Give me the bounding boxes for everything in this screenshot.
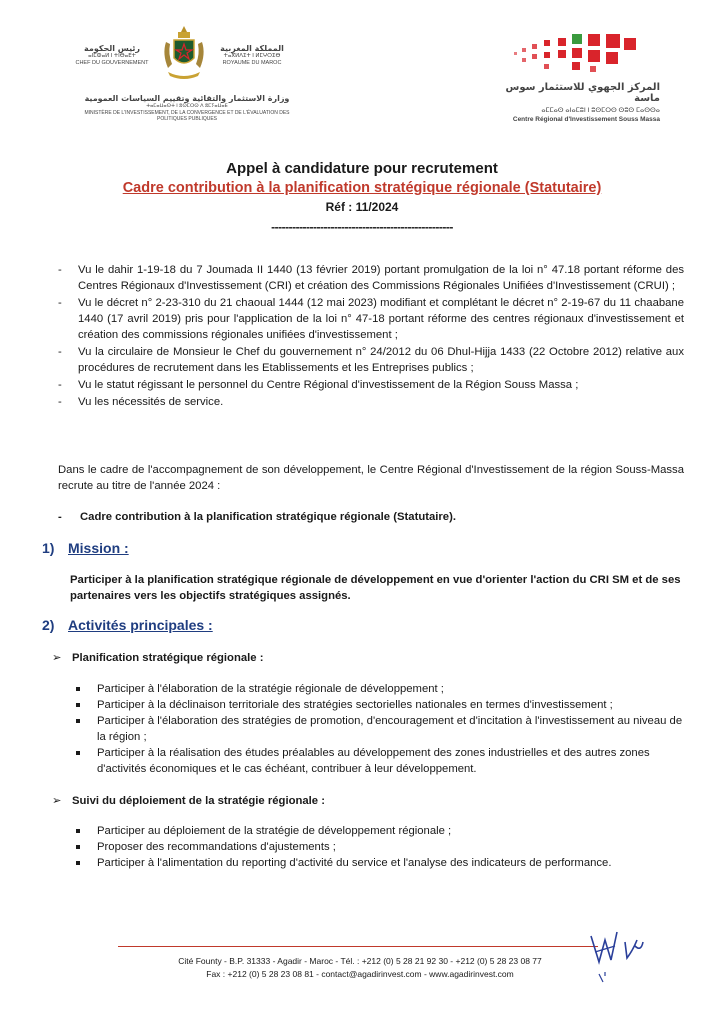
- position-title: Cadre contribution à la planification stratégique régionale (Statutaire): [122, 180, 602, 196]
- footer-address: Cité Founty - B.P. 31333 - Agadir - Maroc - Tél. : +212 (0) 5 28 21 92 30 - +212 (0) 5 28 23 08 77: [178, 956, 542, 966]
- subheading-label: Suivi du déploiement de la stratégie régionale :: [72, 795, 325, 807]
- list-item: [58, 344, 684, 376]
- square-bullet-icon: [76, 751, 80, 755]
- kingdom-french: ROYAUME DU MAROC: [222, 60, 282, 66]
- list-item: [76, 697, 686, 713]
- list-dash: -: [58, 511, 62, 523]
- head-of-government-french: CHEF DU GOUVERNEMENT: [75, 60, 149, 66]
- list-item-text: Vu les nécessités de service.: [78, 396, 224, 408]
- list-item-text: Proposer des recommandations d'ajustements ;: [97, 841, 336, 853]
- section-number: 2): [42, 617, 55, 633]
- list-item: [58, 377, 684, 393]
- cri-arabic: المركز الجهوي للاستثمار سوس ماسة: [505, 82, 660, 104]
- legal-basis-list: [58, 262, 684, 411]
- arrow-bullet-icon: ➢: [52, 795, 62, 807]
- list-item: [58, 295, 684, 343]
- section-label: Mission :: [68, 540, 129, 556]
- ministry-tifinagh: ⵜⴰⵎⴰⵡⴰⵙⵜ ⵏ ⵓⵙⵎⵔⵙ ⴷ ⵓⵎⵢⴰⵡⴰⴹ: [146, 103, 228, 109]
- list-item-text: Participer à l'élaboration des stratégies de promotion, d'encouragement et d'incitation à l'investissement au niveau de la région ;: [97, 715, 683, 743]
- head-of-government-arabic: رئيس الحكومة: [84, 44, 140, 53]
- list-item: [76, 823, 686, 839]
- cri-souss-massa-logo-icon: [510, 30, 640, 80]
- deployment-activities-list: [76, 823, 686, 871]
- list-item-text: Participer au déploiement de la stratégie de développement régionale ;: [97, 825, 452, 837]
- kingdom-tifinagh: ⵜⴰⴳⵍⴷⵉⵜ ⵏ ⵍⵎⵖⵔⵉⴱ: [223, 53, 281, 59]
- list-item-text: Participer à la réalisation des études préalables au développement des zones industrielles et des autres zones d'activités économiques et le cas échéant, contribuer à leur développement.: [97, 747, 650, 775]
- arrow-bullet-icon: ➢: [52, 652, 62, 664]
- list-item: [76, 713, 686, 745]
- square-bullet-icon: [76, 861, 80, 865]
- list-dash: -: [58, 264, 62, 276]
- footer-divider: [118, 946, 598, 947]
- subheading-planning: [52, 651, 263, 664]
- section-label: Activités principales :: [68, 617, 213, 633]
- list-dash: -: [58, 346, 62, 358]
- position-line: [58, 511, 684, 523]
- list-item-text: Participer à l'alimentation du reporting d'activité du service et l'analyse des indicateurs de performance.: [97, 857, 612, 869]
- cri-label: [480, 82, 660, 123]
- section-heading-activities: [42, 617, 213, 633]
- cri-header: [480, 30, 660, 130]
- ministry-label: [72, 94, 302, 123]
- list-dash: -: [58, 297, 62, 309]
- head-of-government-label: [72, 44, 152, 67]
- ministry-french: MINISTÈRE DE L'INVESTISSEMENT, DE LA CONVERGENCE ET DE L'ÉVALUATION DES POLITIQUES PUBLIQUES: [84, 109, 290, 122]
- list-item: [76, 839, 686, 855]
- list-item-text: Participer à la déclinaison territoriale des stratégies sectorielles nationales en termes d'investissement ;: [97, 699, 613, 711]
- planning-activities-list: [76, 681, 686, 777]
- royal-coat-of-arms-icon: [160, 24, 208, 84]
- square-bullet-icon: [76, 703, 80, 707]
- square-bullet-icon: [76, 687, 80, 691]
- kingdom-label: [212, 44, 292, 67]
- square-bullet-icon: [76, 719, 80, 723]
- list-item: [76, 855, 686, 871]
- kingdom-arabic: المملكة المغربية: [220, 44, 284, 53]
- intro-paragraph: Dans le cadre de l'accompagnement de son développement, le Centre Régional d'Investissement de la région Souss-Massa recrute au titre de l'année 2024 :: [58, 464, 684, 492]
- mission-text: Participer à la planification stratégique régionale de développement en vue d'orienter l'action du CRI SM et de ses partenaires vers les objectifs stratégiques assignés.: [70, 574, 681, 602]
- list-dash: -: [58, 396, 62, 408]
- square-bullet-icon: [76, 829, 80, 833]
- section-number: 1): [42, 540, 55, 556]
- ministry-arabic: وزارة الاستثمار والتقائية وتقييم السياسات العمومية: [84, 94, 290, 103]
- document-title: Appel à candidature pour recrutement: [226, 160, 498, 177]
- square-bullet-icon: [76, 845, 80, 849]
- section-heading-mission: [42, 540, 129, 556]
- list-item-text: Vu la circulaire de Monsieur le Chef du gouvernement n° 24/2012 du 06 Dhul-Hijja 1433 (22 Octobre 2012) relative aux procédures de recrutement dans les Etablissements et les Entreprises publics ;: [78, 346, 684, 374]
- subheading-deployment: [52, 794, 325, 807]
- list-item-text: Vu le décret n° 2-23-310 du 21 chaoual 1444 (12 mai 2023) modifiant et complétant le décret n° 2-19-67 du 11 chaabane 1440 (17 avril 2019) pris pour l'application de la loi n° 47-18 portant réforme des centres régionaux d'investissement et création des commissions régionales unifiées d'investissement ;: [78, 297, 684, 341]
- subheading-label: Planification stratégique régionale :: [72, 652, 264, 664]
- list-item-text: Vu le statut régissant le personnel du Centre Régional d'investissement de la Région Souss Massa ;: [78, 379, 579, 391]
- footer-contact: Fax : +212 (0) 5 28 23 08 81 - contact@agadirinvest.com - www.agadirinvest.com: [206, 969, 514, 979]
- list-item-text: Participer à l'élaboration de la stratégie régionale de développement ;: [97, 683, 444, 695]
- list-item: [58, 394, 684, 410]
- head-of-government-tifinagh: ⴰⵏⵎⵀⴰⵍ ⵏ ⵜⵏⴱⴰⴹⵜ: [88, 53, 136, 59]
- position-line-text: Cadre contribution à la planification stratégique régionale (Statutaire).: [80, 511, 456, 523]
- list-item: [76, 681, 686, 697]
- cri-french: Centre Régional d'Investissement Souss Massa: [512, 116, 660, 123]
- reference-number: Réf : 11/2024: [325, 200, 399, 214]
- list-item: [76, 745, 686, 777]
- list-dash: -: [58, 379, 62, 391]
- list-item: [58, 262, 684, 294]
- government-header: [72, 22, 302, 122]
- cri-tifinagh: ⴰⵎⵎⴰⵙ ⴰⵏⴰⵎⵓⵏ ⵏ ⵓⵙⵎⵔⵙ ⵙⵓⵙ ⵎⴰⵙⵙⴰ: [541, 107, 660, 114]
- list-item-text: Vu le dahir 1-19-18 du 7 Joumada II 1440 (13 février 2019) portant promulgation de la loi n° 47.18 portant réforme des Centres Régionaux d'Investissement (CRI) et création des Commissions Régionales Unifiées d'Investissement (CRUI) ;: [78, 264, 684, 292]
- title-separator: ----------------------------------------------------: [271, 220, 453, 234]
